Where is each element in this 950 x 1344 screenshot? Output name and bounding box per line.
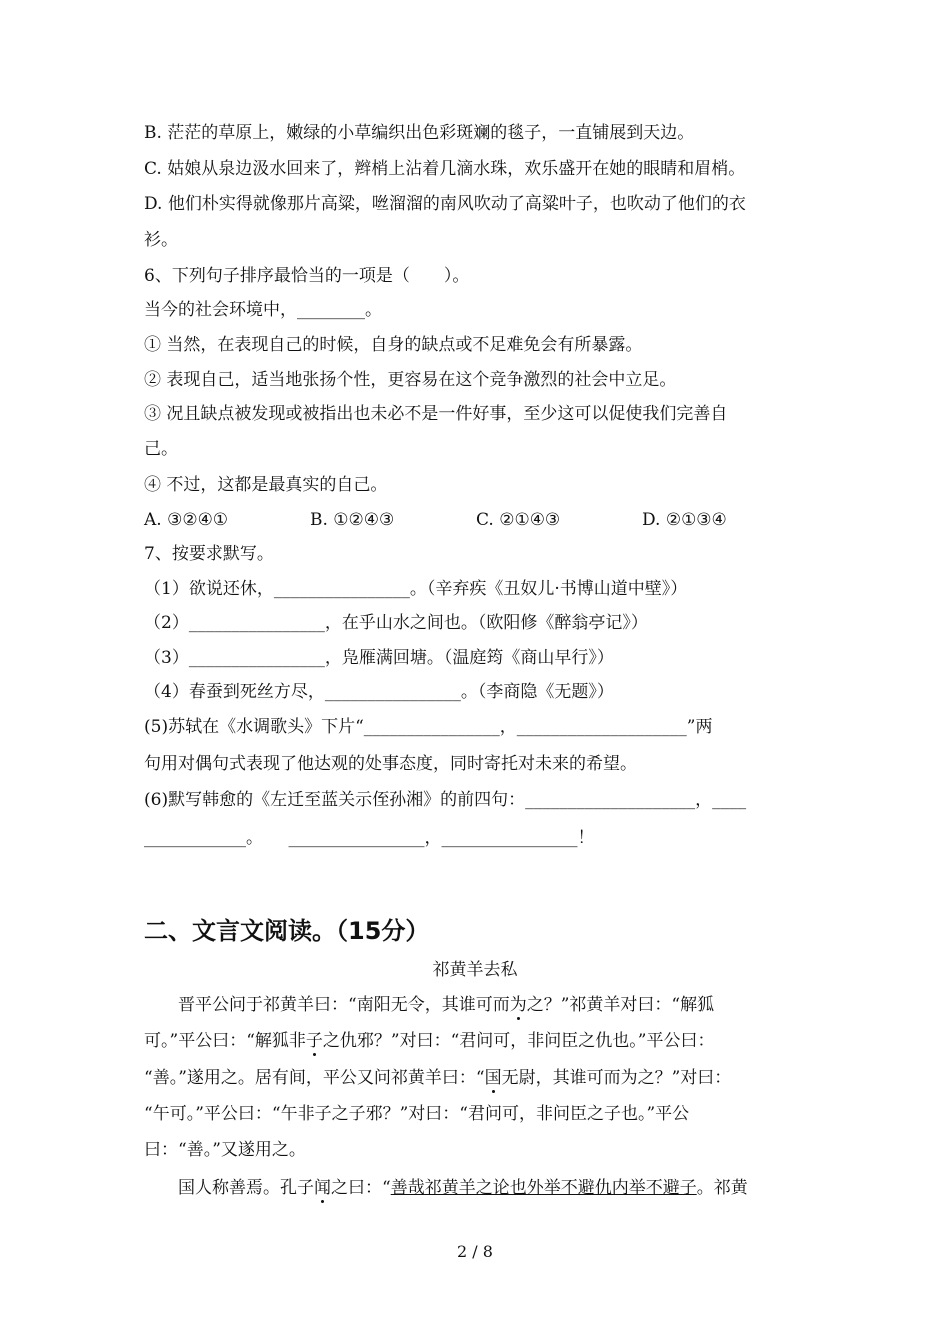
q6-sentence-4: ④ 不过，这都是最真实的自己。 — [144, 475, 388, 495]
q7-item-1: （1）欲说还休，________________。（辛弃疾《丑奴儿·书博山道中壁》） — [144, 579, 688, 599]
q7-item-3: （3）________________，凫雁满回塘。（温庭筠《商山早行》） — [144, 648, 614, 668]
q7-item-4: （4）春蚕到死丝方尽，________________。（李商隐《无题》） — [144, 682, 614, 702]
q7-item-5-line2: 句用对偶句式表现了他达观的处事态度，同时寄托对未来的希望。 — [144, 754, 637, 774]
q7-stem: 7、按要求默写。 — [144, 544, 274, 564]
dotted-char-wei: 为 — [509, 995, 527, 1015]
passage-line-3: “善。”遂用之。居有间，平公又问祁黄羊曰：“国无尉，其谁可而为之？”对曰： — [144, 1068, 732, 1088]
q5-option-b: B. 茫茫的草原上，嫩绿的小草编织出色彩斑斓的毯子，一直铺展到天边。 — [144, 123, 695, 143]
q6-lead-sentence: 当今的社会环境中，________。 — [144, 300, 382, 320]
passage-line-2: 可。”平公曰：“解狐非子之仇邪？”对曰：“君问可，非问臣之仇也。”平公曰： — [144, 1031, 715, 1051]
q6-stem: 6、下列句子排序最恰当的一项是（ ）。 — [144, 266, 470, 286]
q7-item-5-line1: (5)苏轼在《水调歌头》下片“________________，____________________”两 — [144, 717, 713, 737]
q6-sentence-3-line2: 己。 — [144, 439, 178, 459]
passage-line-6: 国人称善焉。孔子闻之曰：“善哉祁黄羊之论也外举不避仇内举不避子。祁黄 — [178, 1178, 748, 1198]
q6-option-a: A. ③②④① — [144, 510, 229, 530]
page-number: 2 / 8 — [457, 1242, 493, 1261]
q6-option-b: B. ①②④③ — [310, 510, 395, 530]
q5-option-c: C. 姑娘从泉边汲水回来了，辫梢上沾着几滴水珠，欢乐盛开在她的眼睛和眉梢。 — [144, 159, 746, 179]
q6-sentence-3-line1: ③ 况且缺点被发现或被指出也未必不是一件好事，至少这可以促使我们完善自 — [144, 404, 728, 424]
q7-item-2: （2）________________，在乎山水之间也。（欧阳修《醉翁亭记》） — [144, 613, 648, 633]
q6-sentence-2: ② 表现自己，适当地张扬个性，更容易在这个竞争激烈的社会中立足。 — [144, 370, 677, 390]
passage-title: 祁黄羊去私 — [432, 960, 518, 980]
dotted-char-guo: 国 — [484, 1068, 502, 1088]
passage-line-1: 晋平公问于祁黄羊曰：“南阳无令，其谁可而为之？”祁黄羊对曰：“解狐 — [178, 995, 715, 1015]
section-heading: 二、文言文阅读。（15分） — [144, 917, 430, 945]
q6-option-d: D. ②①③④ — [642, 510, 727, 530]
passage-line-5: 曰：“善。”又遂用之。 — [144, 1140, 306, 1160]
dotted-char-wen: 闻 — [314, 1178, 331, 1198]
dotted-char-zi: 子 — [305, 1031, 323, 1051]
passage-line-4: “午可。”平公曰：“午非子之子邪？”对曰：“君问可，非问臣之子也。”平公 — [144, 1104, 690, 1124]
q6-options — [144, 508, 816, 532]
q5-option-d-line2: 衫。 — [144, 230, 178, 250]
q5-option-d-line1: D. 他们朴实得就像那片高粱，咝溜溜的南风吹动了高粱叶子，也吹动了他们的衣 — [144, 194, 746, 214]
q7-item-6-line1: (6)默写韩愈的《左迁至蓝关示侄孙湘》的前四句：____________________，____ — [144, 790, 747, 810]
q6-option-c: C. ②①④③ — [476, 510, 561, 530]
q7-item-6-line2: ____________。 ________________，________________！ — [144, 828, 595, 848]
underlined-sentence: 善哉祁黄羊之论也外举不避仇内举不避子 — [390, 1178, 697, 1198]
q6-sentence-1: ① 当然，在表现自己的时候，自身的缺点或不足难免会有所暴露。 — [144, 335, 643, 355]
